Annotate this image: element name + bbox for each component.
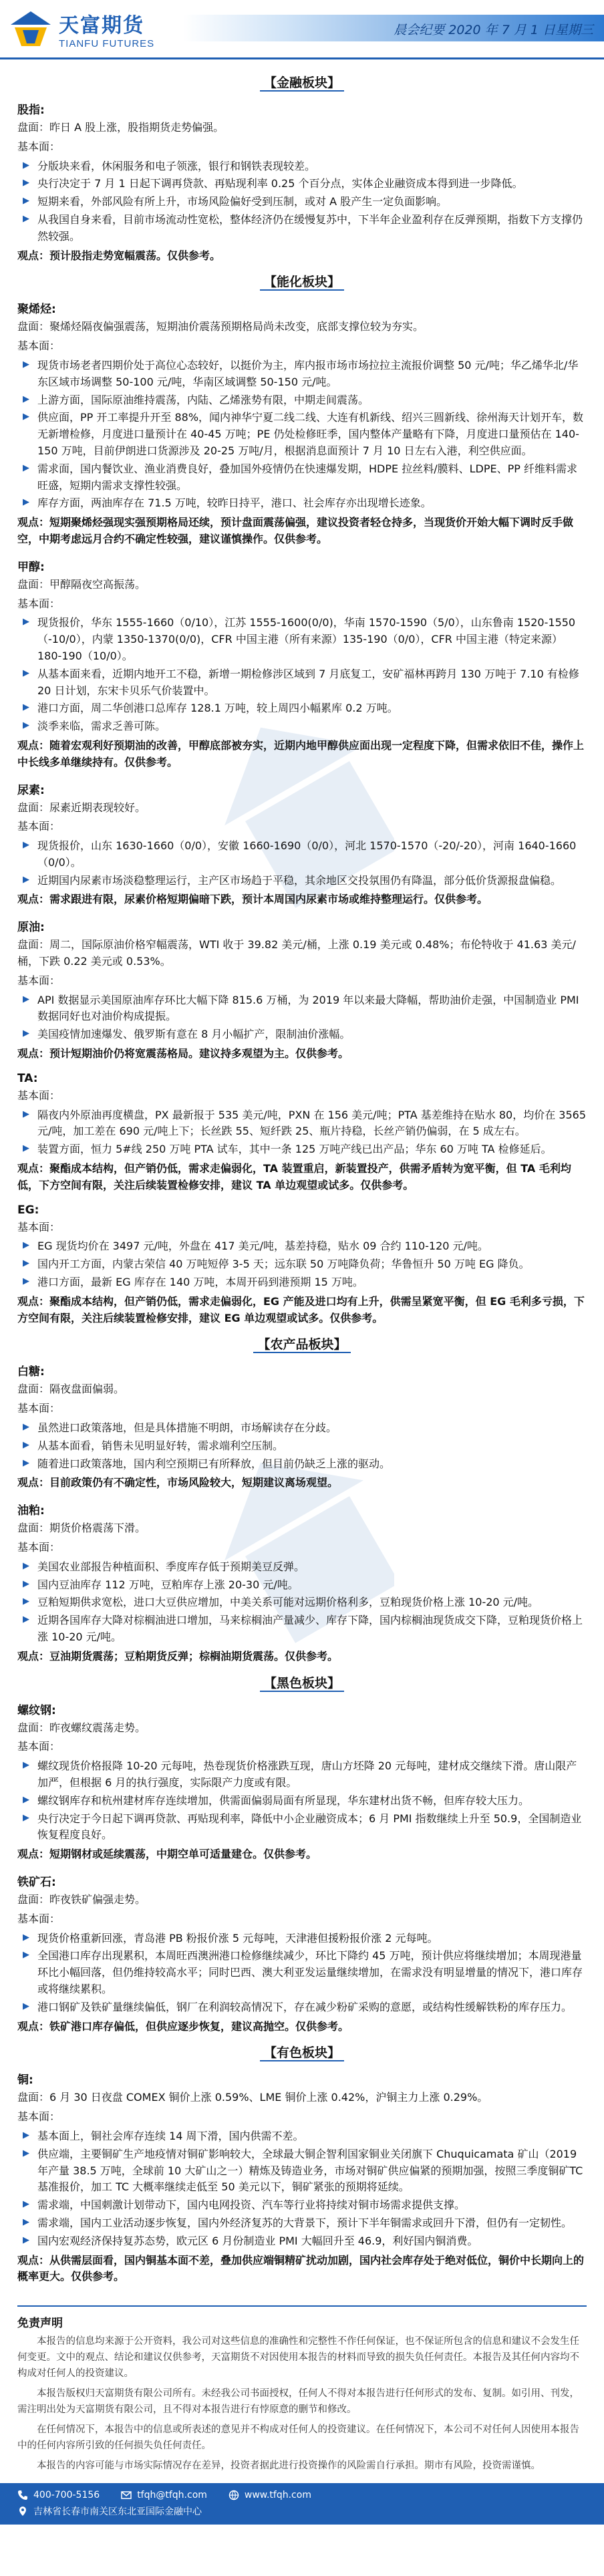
footer-website-text: www.tfqh.com <box>244 2490 311 2501</box>
bullet-item: ▶ 国内豆油库存 112 万吨，豆粕库存上涨 20-30 元/吨。 <box>37 1577 587 1594</box>
commodity-text-line: 盘面：昨夜螺纹震荡走势。 <box>17 1721 146 1734</box>
bullet-list <box>17 992 587 1043</box>
disclaimer-paragraph: 本报告版权归天富期货有限公司所有。未经我公司书面授权，任何人不得对本报告进行任何形式的发布、复制。如引用、刊发，需注明出处为天富期货有限公司，且不得对本报告进行有悖原意的删节和修改。 <box>17 2388 579 2415</box>
commodity-block <box>17 1701 587 1863</box>
bullet-item: ▶ 央行决定于今日起下调再贷款、再贴现利率，降低中小企业融资成本；6 月 PMI 指数继续上升至 50.9，全国制造业恢复程度良好。 <box>37 1811 587 1844</box>
bullet-item: ▶ 现货市场老者四期价处于高位心态较好，以挺价为主，库内报市场市场拉拉主流报价调整 50 元/吨；华乙烯华北/华东区域市场调整 50-100 元/吨，华南区域调整 50-150 元/吨。 <box>37 357 587 391</box>
bullet-list <box>17 1420 587 1472</box>
commodity-text-line: 基本面： <box>17 1089 61 1102</box>
commodity-block <box>17 1072 587 1194</box>
commodity-block <box>17 557 587 771</box>
disclaimer-paragraph: 本报告的信息均来源于公开资料，我公司对这些信息的准确性和完整性不作任何保证，也不保证所包含的信息和建议不会发生任何变更。文中的观点、结论和建议仅供参考，天富期货不对因使用本报告的材料而导致的损失负任何责任。本报告及其任何内容均不构成对任何人的投资建议。 <box>17 2336 579 2379</box>
commodity-text-line: 盘面：昨夜铁矿偏强走势。 <box>17 1892 146 1906</box>
bullet-item: ▶ 供应面，PP 开工率提升开至 88%，闻内神华宁夏二线二线、大连有机新线、绍兴三圆新线、徐州海天计划开车，数无新增检修，月度进口量预计在 40-45 万吨；PE 仍处检修旺季，国内整体产量略有下降，月度进口量预估在 140-150 万吨，目前伊朗进口货源涉及 20-25 万吨/月，根据消息面预计 7 月 10 日左右入港，利空供应面。 <box>37 410 587 459</box>
commodity-name: 白糖: <box>17 1365 45 1379</box>
commodity-name: 原油: <box>17 921 45 935</box>
commodity-text-line: 盘面：6 月 30 日夜盘 COMEX 铜价上涨 0.59%、LME 铜价上涨 0.42%，沪铜主力上涨 0.29%。 <box>17 2091 488 2104</box>
bullet-item: ▶ 从基本面看，销售未见明显好转，需求端利空压制。 <box>37 1438 587 1455</box>
email-icon <box>121 2490 132 2500</box>
footer-address-text: 吉林省长春市南关区东北亚国际金融中心 <box>33 2507 202 2518</box>
commodity-view: 观点：聚酯成本结构，但产销仍低，需求走偏弱化，TA 装置重启，新装置投产，供需矛盾转为宽平衡，但 TA 毛利均低，下方空间有限，关注后续装置检修安排，建议 TA 单边观望或试多。仅供参考。 <box>17 1162 571 1191</box>
commodity-text-line: 盘面：聚烯烃隔夜偏强震荡，短期油价震荡预期格局尚未改变，底部支撑位较为夯实。 <box>17 320 424 333</box>
disclaimer <box>17 2305 587 2474</box>
bullet-item: ▶ 美国疫情加速爆发、俄罗斯有意在 8 月小幅扩产，限制油价涨幅。 <box>37 1026 587 1043</box>
logo-english-name: TIANFU FUTURES <box>59 37 155 49</box>
footer-phone <box>17 2490 100 2500</box>
commodity-block <box>17 780 587 909</box>
bullet-item: ▶ 库存方面，两油库存在 71.5 万吨，较昨日持平，港口、社会库存亦出现增长迹象。 <box>37 495 587 512</box>
bullet-list <box>17 1559 587 1646</box>
commodity-text-line: 基本面： <box>17 1541 61 1554</box>
tianfu-logo-icon <box>9 10 52 47</box>
bullet-item: ▶ 虽然进口政策落地，但是具体措施不明朗，市场解读存在分歧。 <box>37 1420 587 1437</box>
section-title <box>17 73 587 91</box>
bullet-item: ▶ 国内宏观经济保持复苏态势，欧元区 6 月份制造业 PMI 大幅回升至 46.9，利好国内铜消费。 <box>37 2233 587 2250</box>
commodity-text-line: 盘面：尿素近期表现较好。 <box>17 801 146 814</box>
commodity-block <box>17 1362 587 1491</box>
commodity-view: 观点：随着宏观利好预期油的改善，甲醇底部被夯实，近期内地甲醇供应面出现一定程度下降，但需求依旧不佳，操作上中长线多单继续持有。仅供参考。 <box>17 738 585 768</box>
bullet-item: ▶ 港口方面，周二华创港口总库存 128.1 万吨，较上周四小幅累库 0.2 万吨。 <box>37 700 587 717</box>
bullet-item: ▶ API 数据显示美国原油库存环比大幅下降 815.6 万桶，为 2019 年以来最大降幅，帮助油价走强，中国制造业 PMI 数据同好也对油价构成提振。 <box>37 992 587 1026</box>
bullet-item: ▶ 美国农业部报告种植面积、季度库存低于预期美豆反弹。 <box>37 1559 587 1576</box>
footer-website[interactable] <box>229 2490 311 2500</box>
commodity-text-line: 盘面：周二，国际原油价格窄幅震荡，WTI 收于 39.82 美元/桶，上涨 0.19 美元或 0.48%；布伦特收于 41.63 美元/桶，下跌 0.22 美元或 0.53%。 <box>17 938 576 968</box>
commodity-view: 观点：预计短期油价仍将宽震荡格局。建议持多观望为主。仅供参考。 <box>17 1047 349 1060</box>
commodity-name: 铜: <box>17 2073 33 2088</box>
report-date-title: 晨会纪要 2020 年 7 月 1 日星期三 <box>394 23 593 37</box>
bullet-list <box>17 1758 587 1844</box>
commodity-name: 股指: <box>17 104 45 117</box>
bullet-item: ▶ 近期各国库存大降对棕榈油进口增加，马来棕榈油产量减少、库存下降，国内棕榈油现货成交下降，豆粕现货价格上涨 10-20 元/吨。 <box>37 1612 587 1646</box>
bullet-item: ▶ 全国港口库存出现累积，本周旺西澳洲港口检修继续减少，环比下降约 45 万吨，预计供应将继续增加；本周现港量环比小幅回落，但仍维持较高水平；同时巴西、澳大利亚发运量继续增加，在需求没有明显增量的情况下，港口库存或将继续累积。 <box>37 1948 587 1997</box>
section-title-text: 【农产品板块】 <box>253 1337 350 1353</box>
commodity-view: 观点：从供需层面看，国内铜基本面不差，叠加供应端铜精矿扰动加剧，国内社会库存处于绝对低位，铜价中长期向上的概率更大。仅供参考。 <box>17 2253 585 2283</box>
commodity-text-line: 基本面： <box>17 2110 61 2124</box>
logo-chinese-name: 天富期货 <box>59 13 144 37</box>
bullet-list <box>17 357 587 512</box>
commodity-text-line: 盘面：期货价格震荡下滑。 <box>17 1522 146 1535</box>
location-pin-icon <box>17 2506 28 2517</box>
bullet-list <box>17 2128 587 2250</box>
bullet-item: ▶ 螺纹钢库存和杭州建材库存连续增加，供需面偏弱局面有所显现，华东建材出货不畅，但库存较大压力。 <box>37 1793 587 1810</box>
footer-address <box>17 2505 587 2518</box>
bullet-item: ▶ 需求面，国内餐饮业、渔业消费良好，叠加国外疫情仍在快速爆发期，HDPE 拉丝料/膜料、LDPE、PP 纤维料需求旺盛，短期内需求支撑性较强。 <box>37 461 587 494</box>
commodity-view: 观点：聚酯成本结构，但产销仍低，需求走偏弱化，EG 产能及进口均有上升，供需呈紧宽平衡，但 EG 毛利多亏损，下方空间有限，关注后续装置检修安排，建议 EG 单边观望或试多。仅供参考。 <box>17 1294 585 1324</box>
bullet-list <box>17 158 587 245</box>
report-content <box>0 59 604 2296</box>
bullet-item: ▶ 上游方面，国际原油维持震荡，内陆、乙烯涨势有限，中期走间震荡。 <box>37 392 587 409</box>
bullet-item: ▶ 需求端，中国刺激计划带动下，国内电网投资、汽车等行业将持续对铜市场需求提供支撑。 <box>37 2197 587 2214</box>
commodity-name: 甲醇: <box>17 560 45 574</box>
bullet-list <box>17 1930 587 2016</box>
commodity-view: 观点：豆油期货震荡；豆粕期货反弹；棕榈油期货震荡。仅供参考。 <box>17 1649 339 1663</box>
commodity-block <box>17 1872 587 2035</box>
commodity-name: 螺纹钢: <box>17 1703 56 1717</box>
commodity-text-line: 基本面： <box>17 820 61 833</box>
commodity-block <box>17 1203 587 1327</box>
commodity-text-line: 盘面：甲醇隔夜空高振荡。 <box>17 577 146 591</box>
section-title <box>17 2043 587 2061</box>
bullet-list <box>17 1107 587 1158</box>
section-title <box>17 1673 587 1691</box>
commodity-block <box>17 1501 587 1665</box>
report-header <box>0 0 604 59</box>
bullet-item: ▶ 近期国内尿素市场淡稳整理运行，主产区市场趋于平稳，其余地区交投氛围仍有降温，部分低价货源报盘偏稳。 <box>37 873 587 889</box>
commodity-block <box>17 299 587 547</box>
bullet-item: ▶ 装置方面，恒力 5#线 250 万吨 PTA 试车，其中一条 125 万吨产线已出产品；华东 60 万吨 TA 检修延后。 <box>37 1141 587 1158</box>
bullet-item: ▶ 现货报价，华东 1555-1660（0/10），江苏 1555-1600(0/0)，华南 1570-1590（5/0），山东鲁南 1520-1550（-10/0），内蒙 1350-1370(0/0)，CFR 中国主港（所有来源）135-190（0/0），CFR 中国主港（特定来源）180-190（10/0）。 <box>37 615 587 664</box>
globe-icon <box>229 2490 239 2500</box>
commodity-text-line: 基本面： <box>17 1220 61 1234</box>
bullet-item: ▶ 从基本面来看，近期内地开工不稳，新增一期检修涉区域到 7 月底复工，安矿福林再跨月 130 万吨于 7.10 有检修 20 日计划，东宋卡贝乐气价装置中。 <box>37 666 587 700</box>
commodity-block <box>17 917 587 1062</box>
commodity-block <box>17 100 587 264</box>
bullet-item: ▶ 隔夜内外原油再度横盘，PX 最新报于 535 美元/吨，PXN 在 156 美元/吨；PTA 基差维持在贴水 80，均价在 3565 元/吨，加工差在 690 元/吨上下；长丝跌 55、短纤跌 25、瓶片持稳，长丝产销仍偏弱，在 5 成左右。 <box>37 1107 587 1141</box>
bullet-item: ▶ 现货报价，山东 1630-1660（0/0），安徽 1660-1690（0/0），河北 1570-1570（-20/-20），河南 1640-1660（0/0）。 <box>37 838 587 871</box>
bullet-item: ▶ 港口钢矿及铁矿量继续偏低，钢厂在利润较高情况下，存在减少粉矿采购的意愿，或结构性缓解铁粉的库存压力。 <box>37 1999 587 2016</box>
commodity-text-line: 盘面：隔夜盘面偏弱。 <box>17 1383 125 1396</box>
bullet-item: ▶ 供应端，主要铜矿生产地疫情对铜矿影响较大，全球最大铜企智利国家铜业关闭旗下 Chuquicamata 矿山（2019 年产量 38.5 万吨，全球前 10 大矿山之一）精炼及铸造业务，市场对铜矿供应偏紧的预期加强，按照三季度铜矿TC 基准报价，加工 TC 大概率继续走低至 50 美元以下，铜矿紧张的预期将延续。 <box>37 2146 587 2196</box>
bullet-list <box>17 1238 587 1290</box>
report-footer <box>0 2483 604 2525</box>
commodity-view: 观点：目前政策仍有不确定性，市场风险较大，短期建议离场观望。 <box>17 1476 339 1489</box>
section-title-text: 【能化板块】 <box>260 275 344 291</box>
footer-email[interactable] <box>121 2490 207 2500</box>
commodity-view: 观点：短期钢材或延续震荡，中期空单可适量建仓。仅供参考。 <box>17 1848 317 1861</box>
section-title <box>17 1334 587 1352</box>
bullet-list <box>17 838 587 889</box>
commodity-view: 观点：铁矿港口库存偏低，但供应逐步恢复，建议高抛空。仅供参考。 <box>17 2019 349 2033</box>
bullet-item: ▶ 港口方面，最新 EG 库存在 140 万吨，本周开码到港预期 15 万吨。 <box>37 1274 587 1291</box>
commodity-name: TA: <box>17 1071 38 1085</box>
bullet-item: ▶ 央行决定于 7 月 1 日起下调再贷款、再贴现利率 0.25 个百分点，实体企业融资成本得到进一步降低。 <box>37 176 587 192</box>
footer-phone-text: 400-700-5156 <box>33 2490 100 2501</box>
bullet-item: ▶ 随着进口政策落地，国内利空预期已有所释放，但目前仍缺乏上涨的驱动。 <box>37 1456 587 1473</box>
disclaimer-paragraph: 本报告的内容可能与市场实际情况存在差异，投资者据此进行投资操作的风险需自行承担。期市有风险，投资需谨慎。 <box>37 2460 541 2471</box>
bullet-item: ▶ 短期来看，外部风险有所上升，市场风险偏好受到压制，或对 A 股产生一定负面影响。 <box>37 194 587 210</box>
commodity-text-line: 基本面： <box>17 1912 61 1925</box>
commodity-text-line: 基本面： <box>17 1402 61 1415</box>
section-title-text: 【有色板块】 <box>260 2045 344 2061</box>
commodity-text-line: 基本面： <box>17 597 61 610</box>
bullet-item: ▶ 螺纹现货价格报降 10-20 元每吨，热卷现货价格涨跌互现，唐山方坯降 20 元每吨，建材成交继续下滑。唐山限产加严，但根据 6 月的执行强度，实际限产力度或有限。 <box>37 1758 587 1792</box>
bullet-item: ▶ 基本面上，铜社会库存连续 14 周下滑，国内供需不差。 <box>37 2128 587 2145</box>
bullet-item: ▶ 国内开工方面，内蒙古荣信 40 万吨短停 3-5 天；远东联 50 万吨降负荷；华鲁恒升 50 万吨 EG 降负。 <box>37 1256 587 1273</box>
section-title <box>17 272 587 290</box>
company-logo <box>9 7 183 51</box>
commodity-name: 油粕: <box>17 1504 45 1518</box>
footer-email-text: tfqh@tfqh.com <box>137 2490 207 2501</box>
disclaimer-paragraph: 在任何情况下，本报告中的信息或所表述的意见并不构成对任何人的投资建议。在任何情况下，本公司不对任何人因使用本报告中的任何内容所引致的任何损失负任何责任。 <box>17 2424 579 2451</box>
section-title-text: 【金融板块】 <box>260 76 344 92</box>
bullet-list <box>17 615 587 735</box>
commodity-view: 观点：短期聚烯烃强现实强预期格局还续，预计盘面震荡偏强，建议投资者轻仓持多，当现货价开始大幅下调时反手做空，中期考虑远月合约不确定性较强，建议谨慎操作。仅供参考。 <box>17 516 574 545</box>
commodity-name: 聚烯烃: <box>17 303 56 317</box>
commodity-name: EG: <box>17 1203 39 1217</box>
commodity-text-line: 基本面： <box>17 339 61 353</box>
bullet-item: ▶ 需求端，国内工业活动逐步恢复，国内外经济复苏的大背景下，预计下半年铜需求或回升下滑，但仍有一定韧性。 <box>37 2215 587 2232</box>
bullet-item: ▶ 分版块来看，休闲服务和电子领涨，银行和钢铁表现较差。 <box>37 158 587 175</box>
bullet-item: ▶ EG 现货均价在 3497 元/吨，外盘在 417 美元/吨，基差持稳，贴水 09 合约 110-120 元/吨。 <box>37 1238 587 1255</box>
disclaimer-title: 免责声明 <box>17 2317 63 2331</box>
commodity-view: 观点：预计股指走势宽幅震荡。仅供参考。 <box>17 249 221 262</box>
section-title-text: 【黑色板块】 <box>260 1676 344 1692</box>
commodity-name: 尿素: <box>17 783 45 797</box>
bullet-item: ▶ 从我国自身来看，目前市场流动性宽松，整体经济仍在缓慢复苏中，下半年企业盈利存在反弹预期，指数下方支撑仍然较强。 <box>37 212 587 245</box>
commodity-block <box>17 2070 587 2285</box>
phone-icon <box>17 2490 28 2500</box>
commodity-text-line: 盘面：昨日 A 股上涨，股指期货走势偏强。 <box>17 121 224 134</box>
commodity-text-line: 基本面： <box>17 140 61 153</box>
commodity-text-line: 基本面： <box>17 1740 61 1753</box>
commodity-name: 铁矿石: <box>17 1875 56 1889</box>
bullet-item: ▶ 淡季来临，需求乏善可陈。 <box>37 718 587 735</box>
bullet-item: ▶ 现货价格重新回涨，青岛港 PB 粉报价涨 5 元每吨，天津港但援粉报价涨 2 元每吨。 <box>37 1930 587 1947</box>
bullet-item: ▶ 豆粕短期供求宽松，进口大豆供应增加，中美关系可能对远期价格利多，豆粕现货价格上涨 10-20 元/吨。 <box>37 1594 587 1611</box>
commodity-view: 观点：需求跟进有限，尿素价格短期偏暗下跌，预计本周国内尿素市场或维持整理运行。仅供参考。 <box>17 893 488 906</box>
commodity-text-line: 基本面： <box>17 974 61 987</box>
